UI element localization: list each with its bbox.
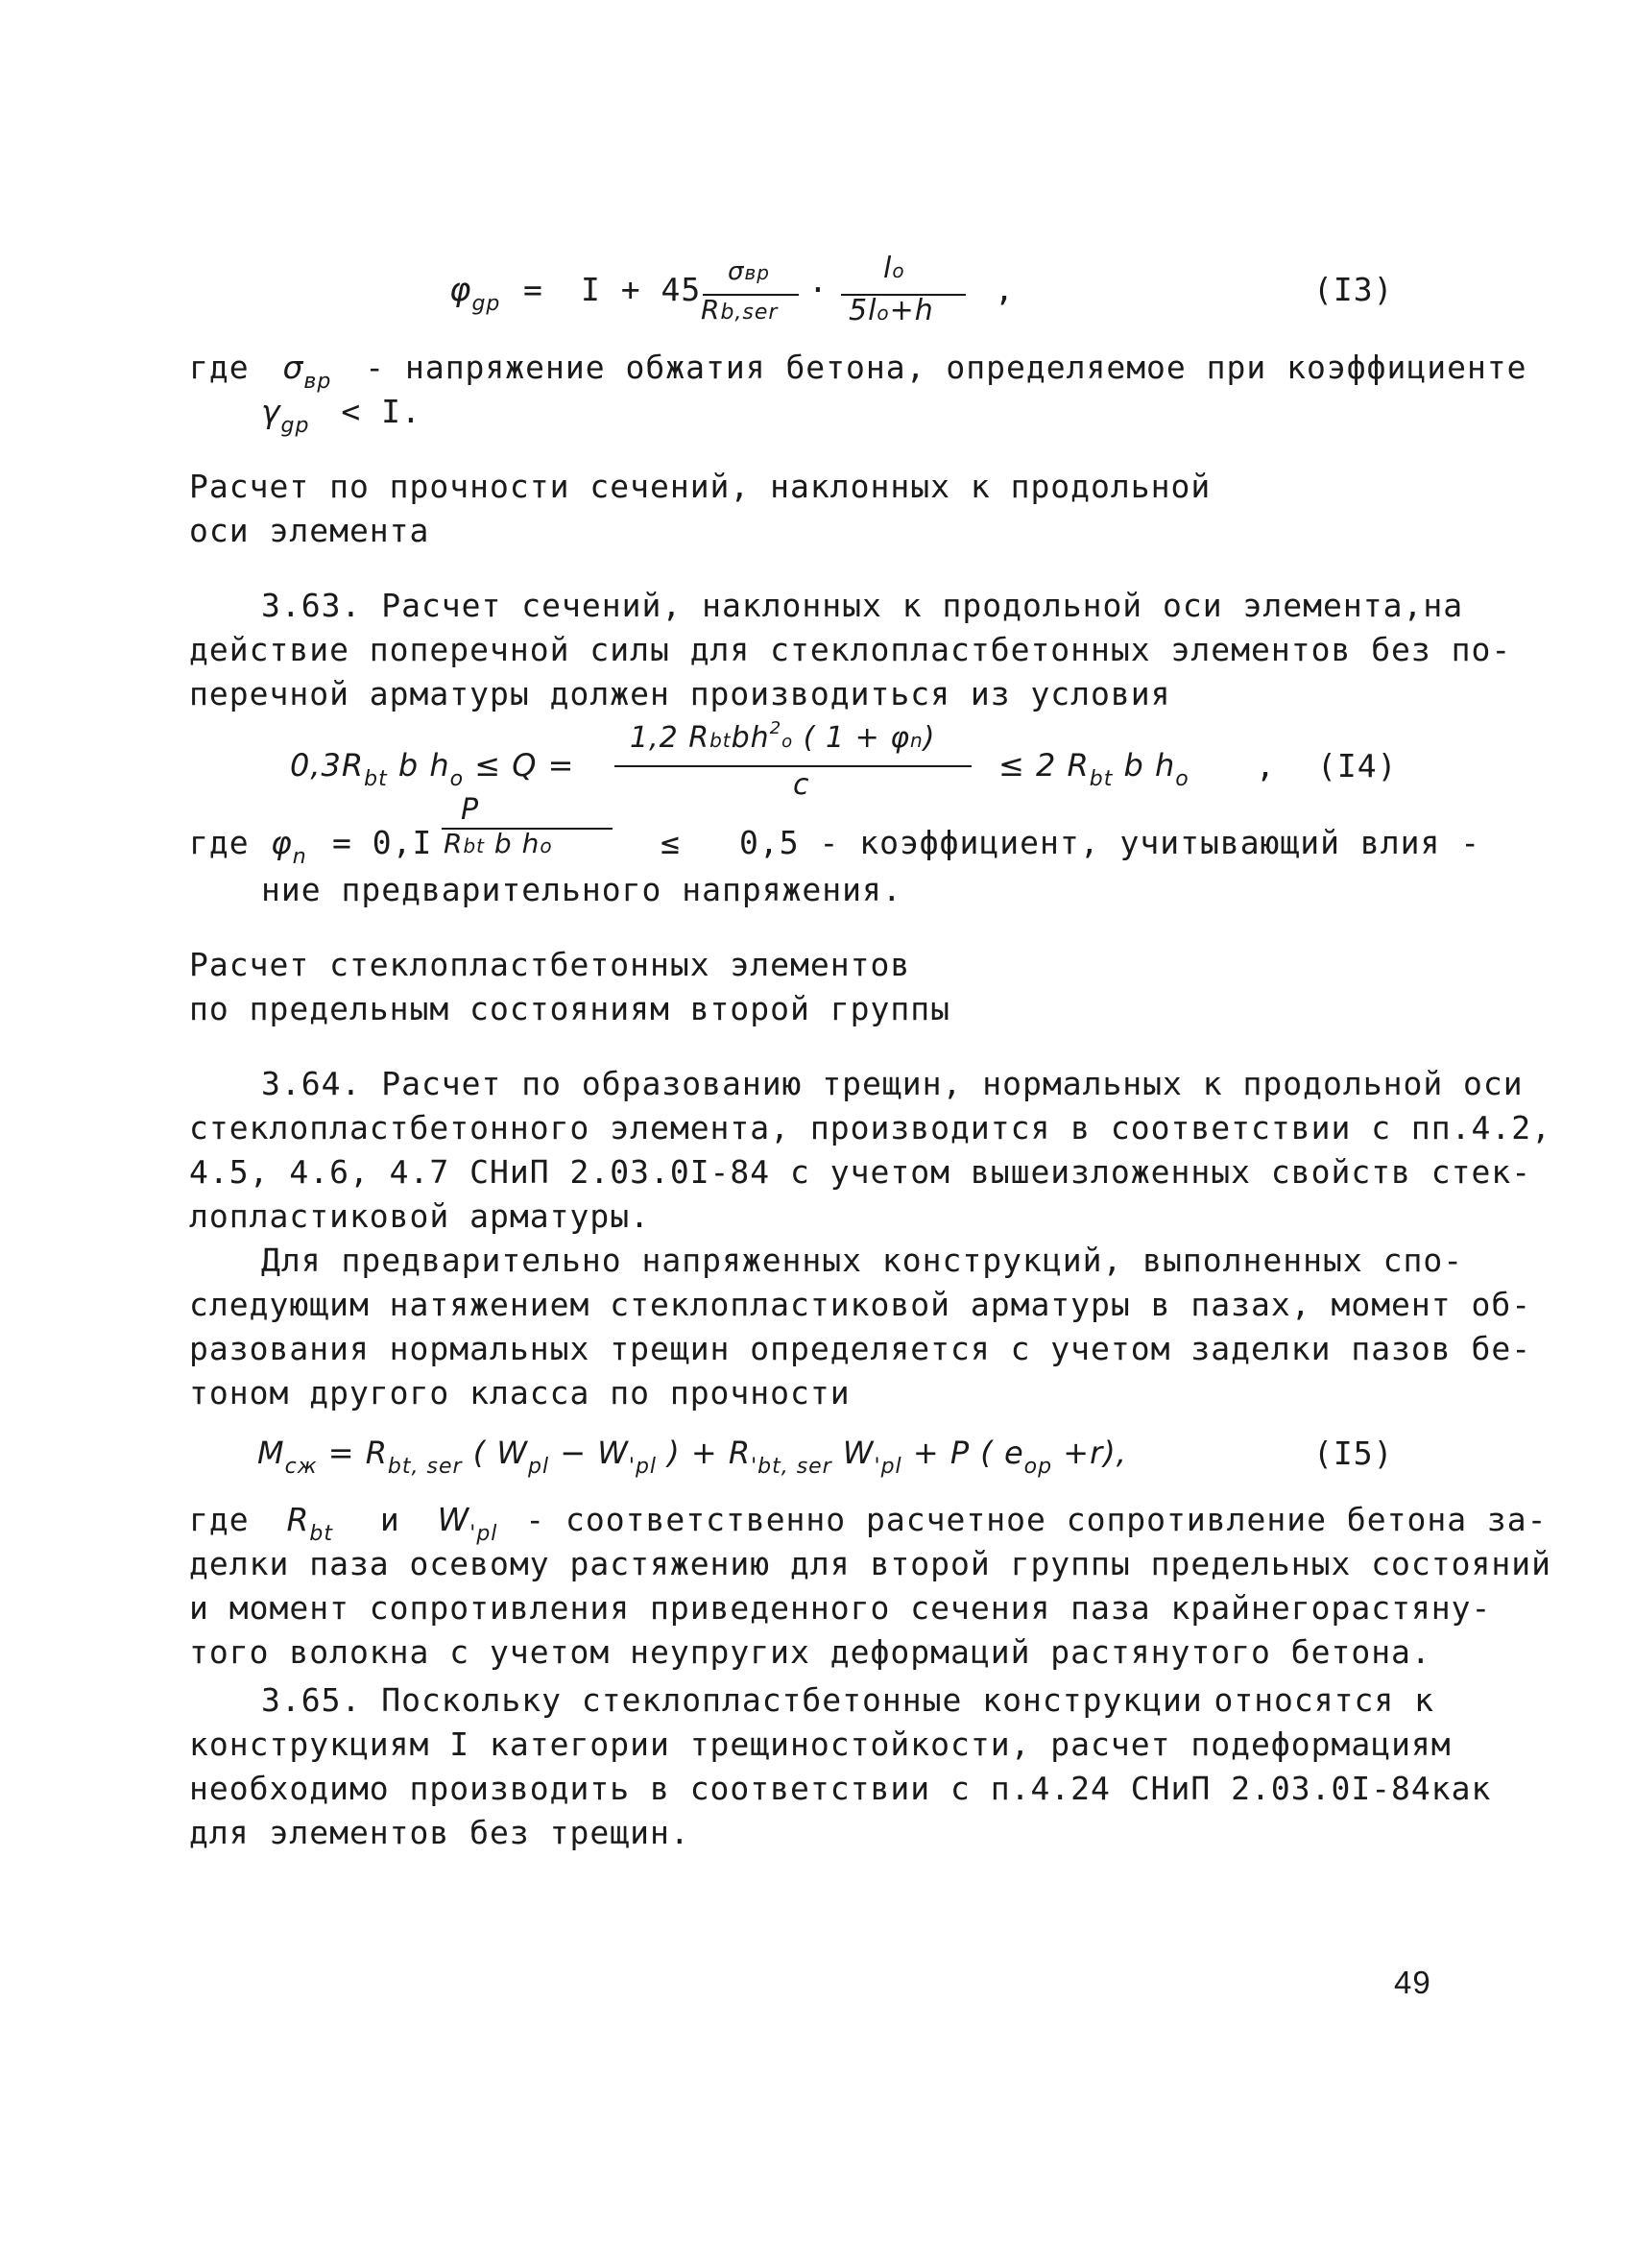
p365-line1-a: 3.65. Поскольку стеклопластбетонные конструкции (261, 1681, 1203, 1719)
page-number: 49 (1394, 1965, 1431, 2000)
prestress-line2: следующим натяжением стеклопластиковой арматуры в пазах, момент об- (189, 1286, 1532, 1323)
prestress-line1-a: Для предварительно напряженных конструкций, выполненных с (261, 1242, 1404, 1279)
p363-line1-a: 3.63. Расчет сечений, наклонных к продольной оси элемента, (261, 587, 1424, 624)
where2-eq: = 0,I (332, 824, 433, 861)
where2-prefix: где (189, 824, 250, 861)
p365-line2 (189, 1723, 1452, 1767)
p363-line1 (261, 584, 1464, 628)
where1-prefix: где (189, 349, 250, 386)
where1-line2 (261, 390, 421, 448)
p363-line1-b: на (1423, 587, 1464, 624)
where3-line3-a: и момент сопротивления приведенного сечения паза крайнего (189, 1589, 1332, 1627)
eq14-denominator: c (793, 768, 810, 802)
p365-line1 (261, 1678, 1434, 1723)
where3-line2: делки паза осевому растяжению для второй группы предельных состояний (189, 1545, 1552, 1582)
where2-le: ≤ (661, 824, 681, 861)
prestress-line1-b: по- (1403, 1242, 1464, 1279)
heading2-line2: по предельным состояниям второй группы (189, 990, 950, 1027)
p365-line4: для элементов без трещин. (189, 1814, 690, 1851)
eq13-one-plus: I + 45 (581, 271, 702, 308)
where3-line4: того волокна с учетом неупругих деформаций растянутого бетона. (189, 1633, 1431, 1671)
heading2-line1: Расчет стеклопластбетонных элементов (189, 946, 911, 983)
eq13-phi: $\varphi_{gp}$ (449, 271, 501, 316)
where3-w: $W_{'pl}$ (437, 1501, 498, 1546)
p365-line3-b: как (1430, 1770, 1492, 1807)
where2-text: 0,5 - коэффициент, учитывающий влия - (739, 824, 1481, 861)
eq13-number: (I3) (1313, 271, 1394, 308)
prestress-line4: тоном другого класса по прочности (189, 1374, 851, 1411)
where3-r: $R_{bt}$ (286, 1501, 334, 1546)
p363-line3: перечной арматуры должен производиться из условия (189, 675, 1171, 712)
p364-line3: 4.5, 4.6, 4.7 СНиП 2.03.0I-84 с учетом вышеизложенных свойств стек- (189, 1153, 1532, 1191)
where3-line3-b: растяну- (1331, 1589, 1492, 1627)
eq15-number: (I5) (1313, 1435, 1394, 1472)
p365-line3 (189, 1767, 1492, 1811)
where3-line3 (189, 1586, 1492, 1630)
where1-line2-text: < I. (341, 393, 421, 430)
eq14-fraction-bar (614, 765, 972, 767)
where3-text: - соответственно расчетное сопротивление бетона за- (525, 1501, 1548, 1538)
p363-line2: действие поперечной силы для стеклопластбетонных элементов без по- (189, 631, 1512, 668)
heading1-line2: оси элемента (189, 512, 430, 549)
p365-line3-a: необходимо производить в соответствии с п.4.24 СНиП 2.03.0I-84 (189, 1770, 1431, 1807)
eq13-dot: · (808, 271, 829, 308)
eq13-frac1-num: σвp (728, 257, 770, 286)
where1-text: - напряжение обжатия бетона, определяемое при коэффициенте (365, 349, 1527, 386)
p364-line1: 3.64. Расчет по образованию трещин, нормальных к продольной оси (261, 1065, 1524, 1102)
where2-frac-den: Rbt b ho (444, 828, 553, 859)
eq13-equals: = (523, 271, 543, 308)
p365-line2-a: конструкциям I категории трещиностойкости, расчет по (189, 1725, 1232, 1763)
where3-prefix: где (189, 1501, 250, 1538)
where1-sigma: $\sigma_{вp}$ (282, 349, 332, 394)
eq13-frac1-den: Rb,ser (701, 294, 779, 326)
eq13-comma: , (995, 271, 1015, 308)
prestress-line3: разования нормальных трещин определяется с учетом заделки пазов бе- (189, 1330, 1532, 1367)
eq14-numerator: 1,2 Rbtbh$^2$o ( 1 + φn) (630, 718, 936, 755)
eq13-frac2-den: 5lo+h (849, 294, 934, 327)
p364-line4: лопластиковой арматуры. (189, 1197, 650, 1235)
where3-and: и (379, 1501, 400, 1538)
eq13-frac2-num: lo (883, 252, 905, 285)
eq14-left: $0,3R_{bt}$ b $h_o \le Q$ = (290, 747, 575, 791)
eq14-number: (I4) (1317, 747, 1398, 784)
where1-gamma: $\gamma_{gp}$ (261, 393, 310, 438)
prestress-line1 (261, 1239, 1464, 1283)
where2-phi: $\varphi_n$ (271, 824, 307, 869)
where2-line2: ние предварительного напряжения. (261, 871, 902, 908)
where2-frac-num: P (461, 793, 480, 827)
eq14-right: ≤ 2 $R_{bt}$ b $h_o$ (998, 747, 1189, 791)
eq14-comma: , (1256, 747, 1276, 784)
eq15-expression: $M_{cж} = R_{bt, ser}$ ( $W_{pl} - W_{'pl}$ ) + $R_{'bt, ser}$ $W_{'pl} + P$ ( $e_{op} +r$), (257, 1435, 1127, 1479)
p365-line2-b: деформациям (1231, 1725, 1452, 1763)
p365-line1-b: относятся к (1213, 1681, 1434, 1719)
p364-line2: стеклопластбетонного элемента, производится в соответствии с пп.4.2, (189, 1109, 1552, 1146)
heading1-line1: Расчет по прочности сечений, наклонных к продольной (189, 468, 1212, 505)
